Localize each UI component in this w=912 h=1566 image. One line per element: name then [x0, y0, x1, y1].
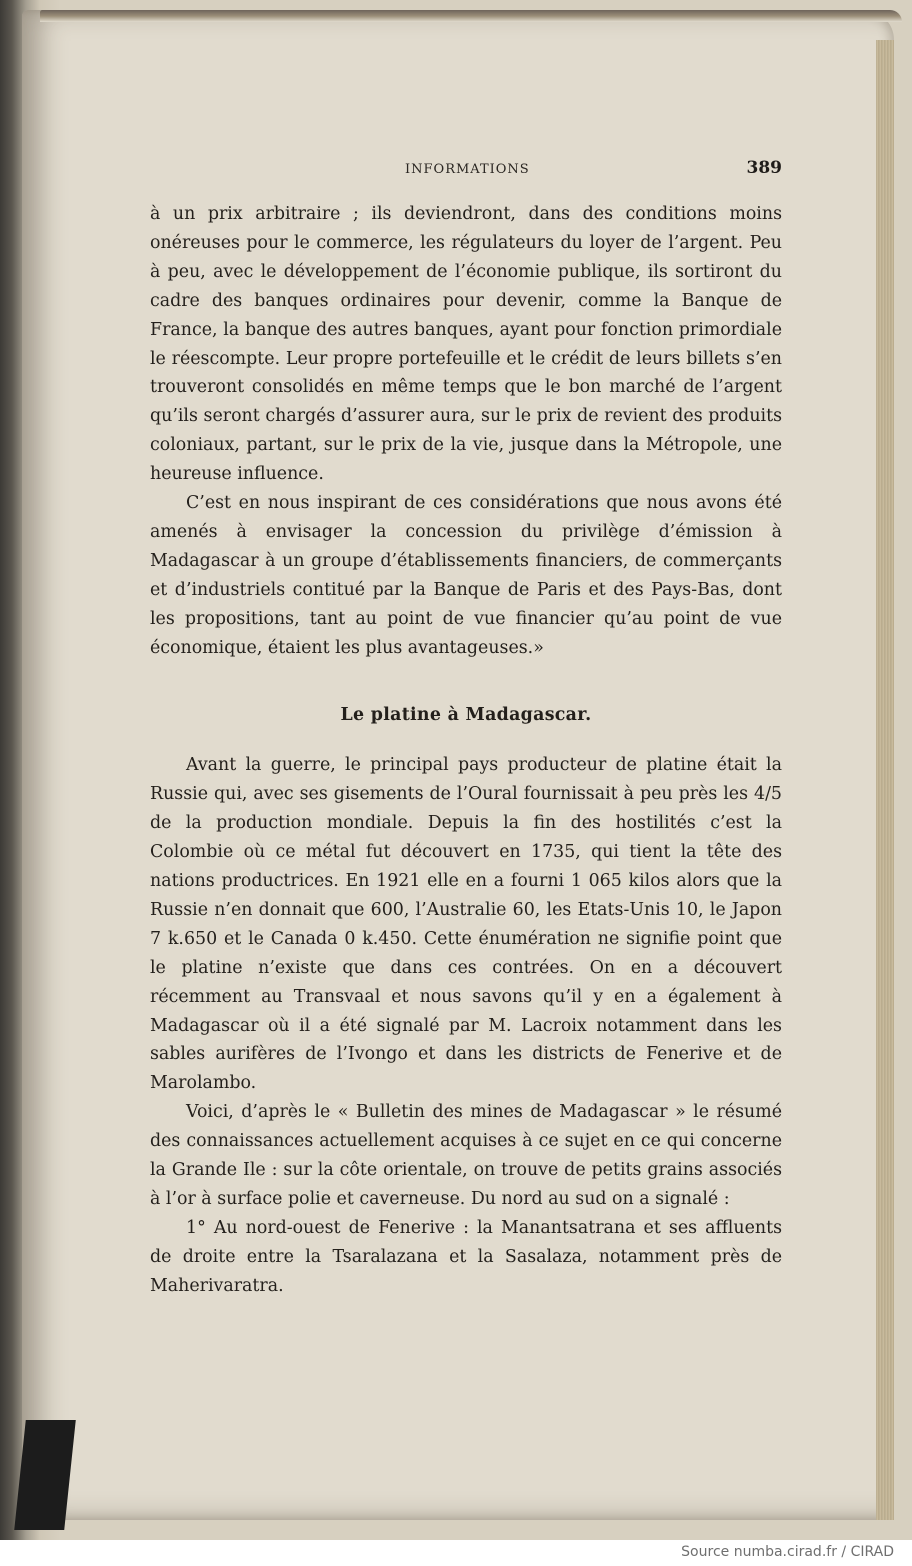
paragraph: Avant la guerre, le principal pays producteur de platine était la Russie qui, avec ses gisements de l’Oural fournissait à peu près les 4/5 de la production mondiale. Depuis la fin des hostilités c’est la Colombie où ce métal fut découvert en 1735, qui tient la tête des nations productrices. En 1921 elle en a fourni 1 065 kilos alors que la Russie n’en donnait que 600, l’Australie 60, les Etats-Unis 10, le Japon 7 k.650 et le Canada 0 k.450. Cette énumération ne signifie point que le platine n’existe que dans ces contrées. On en a découvert récemment au Transvaal et nous savons qu’il y en a également à Madagascar où il a été signalé par M. Lacroix notamment dans les sables aurifères de l’Ivongo et dans les districts de Fenerive et de Marolambo.: [150, 755, 782, 1094]
paragraph: Voici, d’après le « Bulletin des mines de Madagascar » le résumé des connaissances actuellement acquises à ce sujet en ce qui concerne la Grande Ile : sur la côte orientale, on trouve de petits grains associés à l’or à surface polie et caverneuse. Du nord au sud on a signalé :: [150, 1102, 782, 1209]
paragraph: 1° Au nord-ouest de Fenerive : la Manantsatrana et ses affluents de droite entre la Tsaralazana et la Sasalaza, notamment près de Maherivaratra.: [150, 1217, 782, 1296]
section-title: Le platine à Madagascar.: [340, 704, 592, 725]
page-header: [150, 158, 782, 186]
paragraph: C’est en nous inspirant de ces considérations que nous avons été amenés à envisager la concession du privilège d’émission à Madagascar à un groupe d’établissements financiers, de commerçants et d’industriels contitué par la Banque de Paris et des Pays-Bas, dont les propositions, tant au point de vue financier qu’au point de vue économique, étaient les plus avantageuses.»: [150, 493, 782, 658]
paragraph: à un prix arbitraire ; ils deviendront, dans des conditions moins onéreuses pour le commerce, les régulateurs du loyer de l’argent. Peu à peu, avec le développement de l’économie publique, ils sortiront du cadre des banques ordinaires pour devenir, comme la Banque de France, la banque des autres banques, ayant pour fonction primordiale le réescompte. Leur propre portefeuille et le crédit de leurs billets s’en trouveront consolidés en même temps que le bon marché de l’argent qu’ils seront chargés d’assurer aura, sur le prix de revient des produits coloniaux, partant, sur le prix de la vie, jusque dans la Métropole, une heureuse influence.: [150, 204, 782, 485]
source-credit: Source numba.cirad.fr / CIRAD: [681, 1544, 894, 1560]
running-head: INFORMATIONS: [405, 162, 530, 177]
page-edge: [876, 40, 894, 1520]
page-top-edge: [40, 10, 902, 22]
page-body: [150, 200, 782, 1301]
page-number: 389: [746, 158, 782, 178]
